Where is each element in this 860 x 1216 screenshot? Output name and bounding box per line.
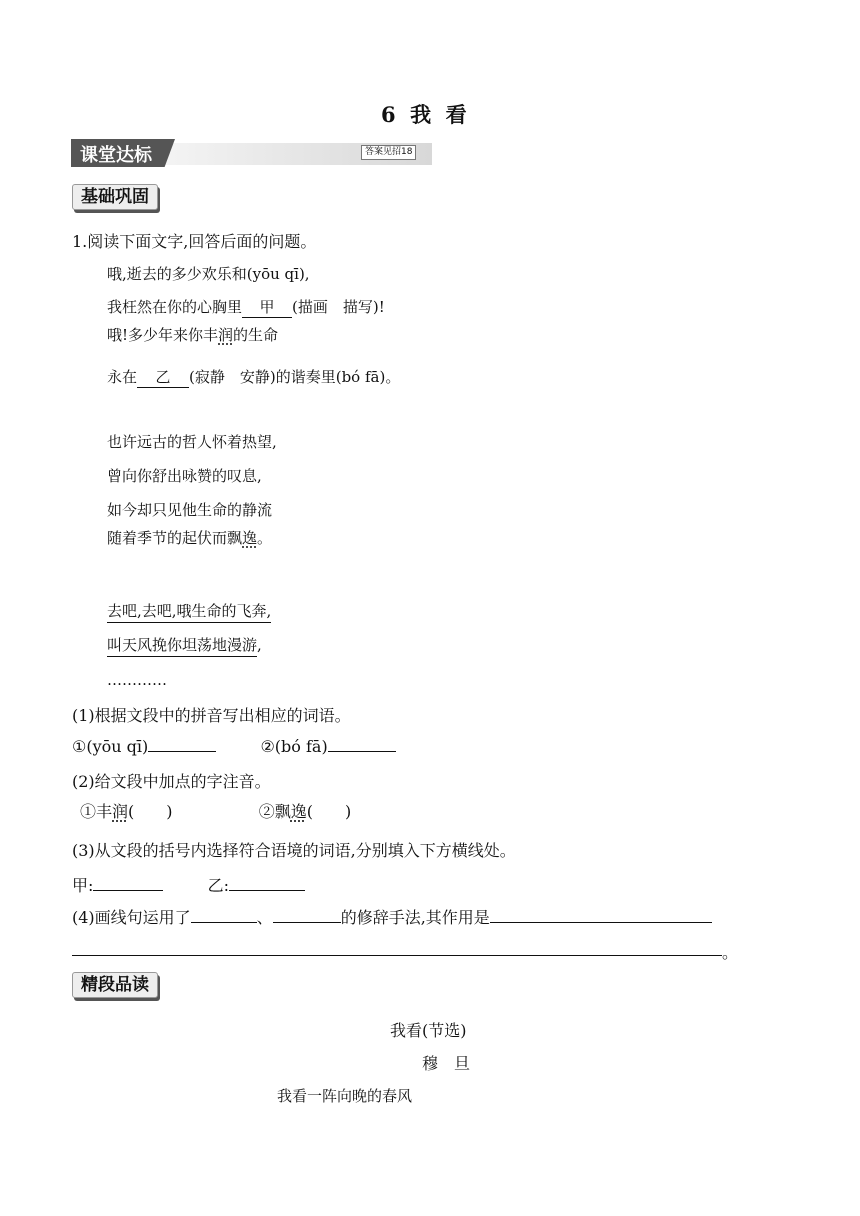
answer-line-4d[interactable] <box>72 955 722 956</box>
subquestion-1-answers: ①(yōu qī) ②(bó fā) <box>72 737 396 756</box>
poem-ellipsis: ………… <box>107 671 167 689</box>
answer-paren-2b[interactable]: ( ) <box>306 802 352 821</box>
blank-jia: 甲 <box>242 296 292 318</box>
poem-line-5: 也许远古的哲人怀着热望, <box>107 433 277 451</box>
poem-line-7: 如今却只见他生命的静流 <box>107 501 273 519</box>
reading-author: 穆 旦 <box>422 1054 471 1073</box>
answer-blank-yi[interactable] <box>229 876 305 891</box>
reading-line-1: 我看一阵向晚的春风 <box>277 1087 413 1105</box>
subquestion-4: (4)画线句运用了 、 的修辞手法,其作用是 <box>72 905 712 928</box>
poem-line-4: 永在 乙 (寂静 安静)的谐奏里(bó fā)。 <box>107 368 401 386</box>
dotted-char-yi: 逸 <box>242 529 258 547</box>
answer-blank-1b[interactable] <box>328 737 396 752</box>
subquestion-2-answers: ①丰润( ) ②飘逸( ) <box>80 802 352 821</box>
answer-paren-2a[interactable]: ( ) <box>128 802 173 821</box>
reading-title: 我看(节选) <box>390 1021 467 1040</box>
subquestion-1: (1)根据文段中的拼音写出相应的词语。 <box>72 706 351 725</box>
lesson-title: 6 我 看 <box>381 102 468 127</box>
answer-blank-4c[interactable] <box>490 908 712 923</box>
subquestion-3: (3)从文段的括号内选择符合语境的词语,分别填入下方横线处。 <box>72 841 516 860</box>
subquestion-3-answers: 甲: 乙: <box>72 873 305 896</box>
subquestion-2: (2)给文段中加点的字注音。 <box>72 772 271 791</box>
answer-blank-jia[interactable] <box>93 876 163 891</box>
poem-line-1: 哦,逝去的多少欢乐和(yōu qī), <box>107 265 310 283</box>
answer-reference: 答案见招18 <box>361 145 416 160</box>
poem-line-10: 叫天风挽你坦荡地漫游, <box>107 634 262 655</box>
dotted-char-run: 润 <box>218 326 234 344</box>
poem-line-3: 哦!多少年来你丰润的生命 <box>107 326 279 344</box>
answer-blank-1a[interactable] <box>148 737 216 752</box>
section-banner <box>71 139 432 167</box>
blank-yi: 乙 <box>137 366 189 388</box>
answer-blank-4a[interactable] <box>191 908 257 923</box>
poem-line-6: 曾向你舒出咏赞的叹息, <box>107 467 262 485</box>
question-1-prompt: 1.阅读下面文字,回答后面的问题。 <box>72 232 317 251</box>
section-tag-reading: 精段品读 <box>72 972 158 998</box>
answer-blank-4b[interactable] <box>273 908 341 923</box>
section-tag-basics: 基础巩固 <box>72 184 158 210</box>
subquestion-4-end: 。 <box>722 943 739 962</box>
banner-label: 课堂达标 <box>80 145 152 166</box>
poem-line-8: 随着季节的起伏而飘逸。 <box>107 529 273 547</box>
poem-line-2: 我枉然在你的心胸里 甲 (描画 描写)! <box>107 298 385 316</box>
poem-line-9: 去吧,去吧,哦生命的飞奔, <box>107 600 271 621</box>
